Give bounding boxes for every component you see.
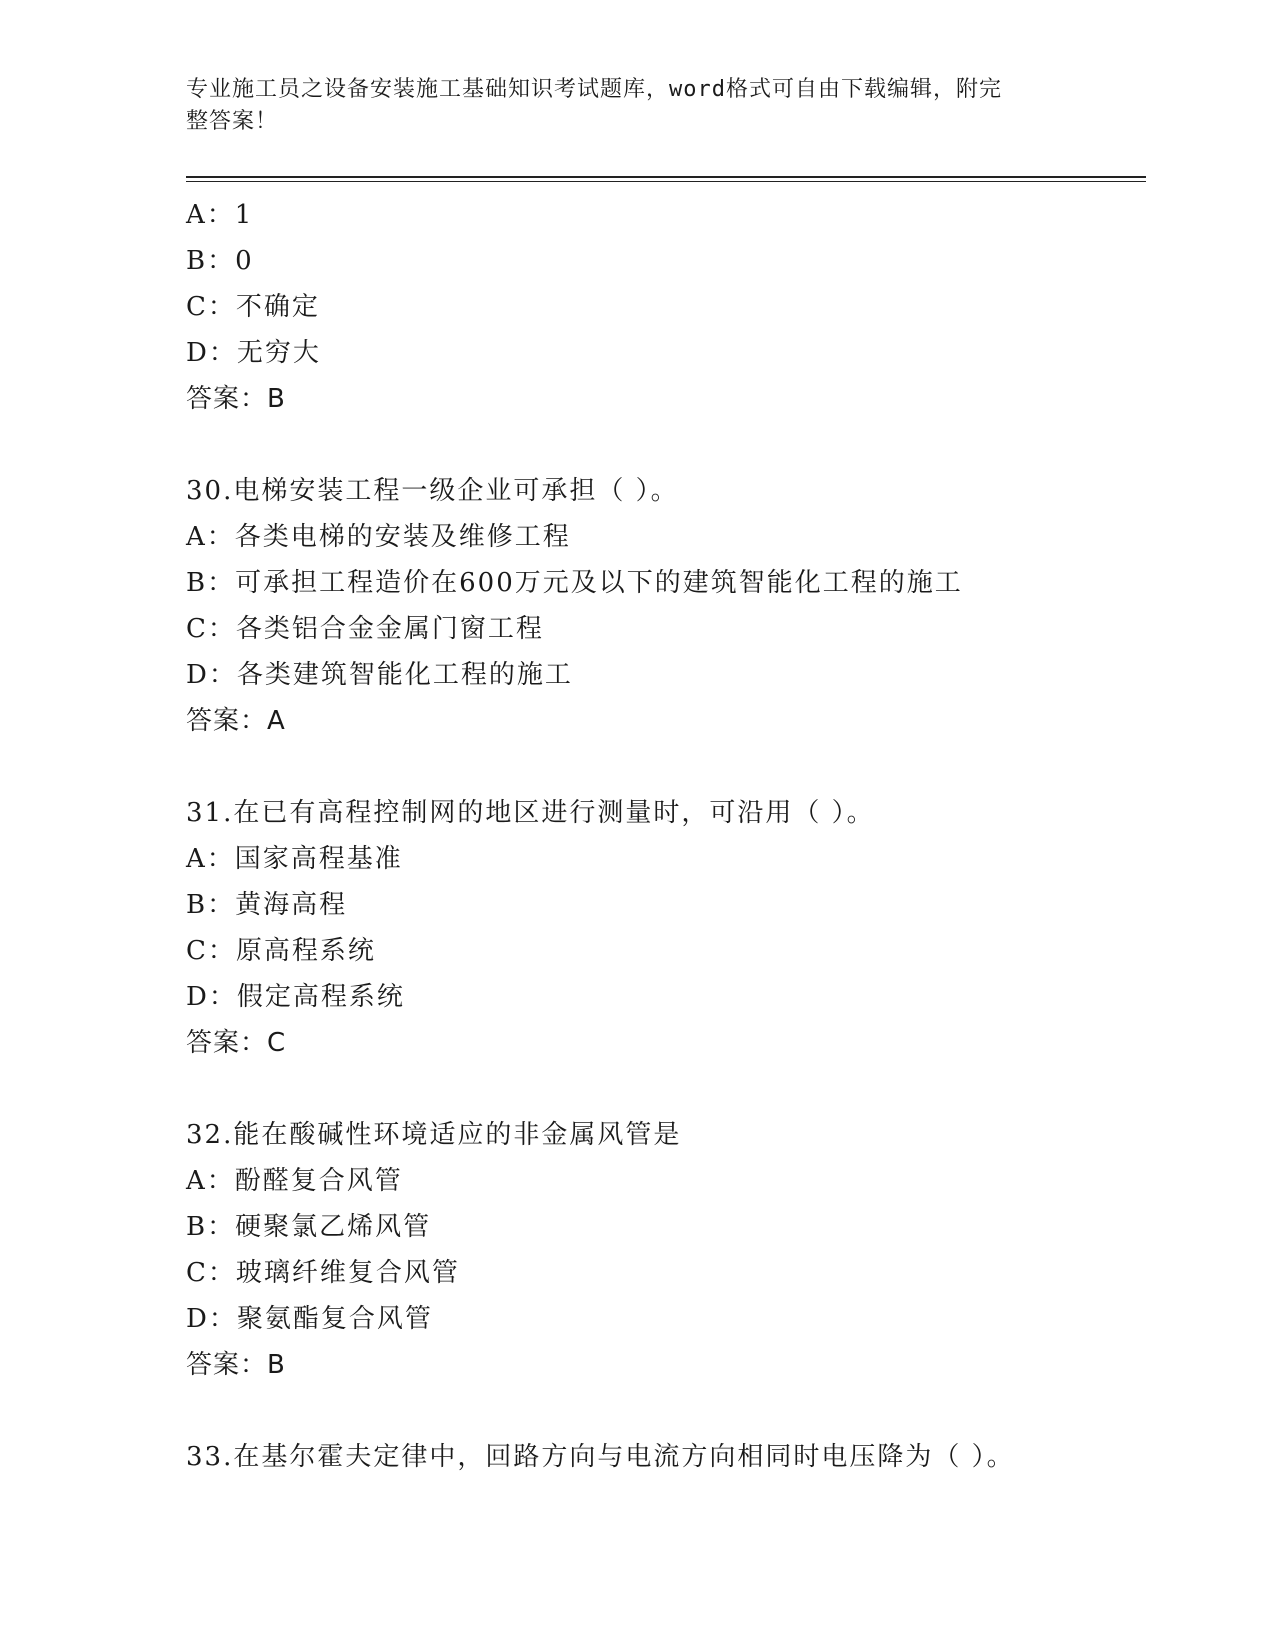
option-a: A：各类电梯的安装及维修工程 bbox=[186, 522, 571, 552]
answer-line: 答案：B bbox=[186, 384, 286, 414]
question-text: 33.在基尔霍夫定律中，回路方向与电流方向相同时电压降为（ ）。 bbox=[186, 1442, 1015, 1472]
spacer bbox=[186, 422, 1146, 468]
answer-line: 答案：B bbox=[186, 1350, 286, 1380]
option-d: D：聚氨酯复合风管 bbox=[186, 1304, 433, 1334]
header-rule-thin bbox=[186, 181, 1146, 182]
question-32 bbox=[186, 1112, 1146, 1388]
option-b: B：硬聚氯乙烯风管 bbox=[186, 1212, 432, 1242]
question-text: 31.在已有高程控制网的地区进行测量时，可沿用（ ）。 bbox=[186, 798, 875, 828]
option-b: B：黄海高程 bbox=[186, 890, 348, 920]
answer-line: 答案：C bbox=[186, 1028, 287, 1058]
option-d: D：各类建筑智能化工程的施工 bbox=[186, 660, 573, 690]
option-c: C：玻璃纤维复合风管 bbox=[186, 1258, 460, 1288]
option-b: B：0 bbox=[186, 246, 254, 276]
spacer bbox=[186, 1388, 1146, 1434]
option-c: C：原高程系统 bbox=[186, 936, 376, 966]
option-a: A：酚醛复合风管 bbox=[186, 1166, 403, 1196]
header-line-1: 专业施工员之设备安装施工基础知识考试题库，word格式可自由下载编辑，附完 bbox=[186, 77, 1002, 102]
option-d: D：假定高程系统 bbox=[186, 982, 405, 1012]
option-d: D：无穷大 bbox=[186, 338, 321, 368]
question-29 bbox=[186, 192, 1146, 422]
question-30 bbox=[186, 468, 1146, 744]
question-text: 32.能在酸碱性环境适应的非金属风管是 bbox=[186, 1120, 682, 1150]
question-33 bbox=[186, 1434, 1146, 1480]
option-c: C：不确定 bbox=[186, 292, 320, 322]
spacer bbox=[186, 744, 1146, 790]
question-list bbox=[186, 192, 1146, 1480]
option-c: C：各类铝合金金属门窗工程 bbox=[186, 614, 544, 644]
header-line-2: 整答案！ bbox=[186, 109, 279, 134]
question-31 bbox=[186, 790, 1146, 1066]
option-a: A：国家高程基准 bbox=[186, 844, 403, 874]
question-text: 30.电梯安装工程一级企业可承担（ ）。 bbox=[186, 476, 679, 506]
answer-line: 答案：A bbox=[186, 706, 286, 736]
document-header bbox=[186, 74, 1066, 138]
option-a: A：1 bbox=[186, 200, 254, 230]
header-rule-thick bbox=[186, 176, 1146, 178]
option-b: B：可承担工程造价在600万元及以下的建筑智能化工程的施工 bbox=[186, 568, 963, 598]
spacer bbox=[186, 1066, 1146, 1112]
